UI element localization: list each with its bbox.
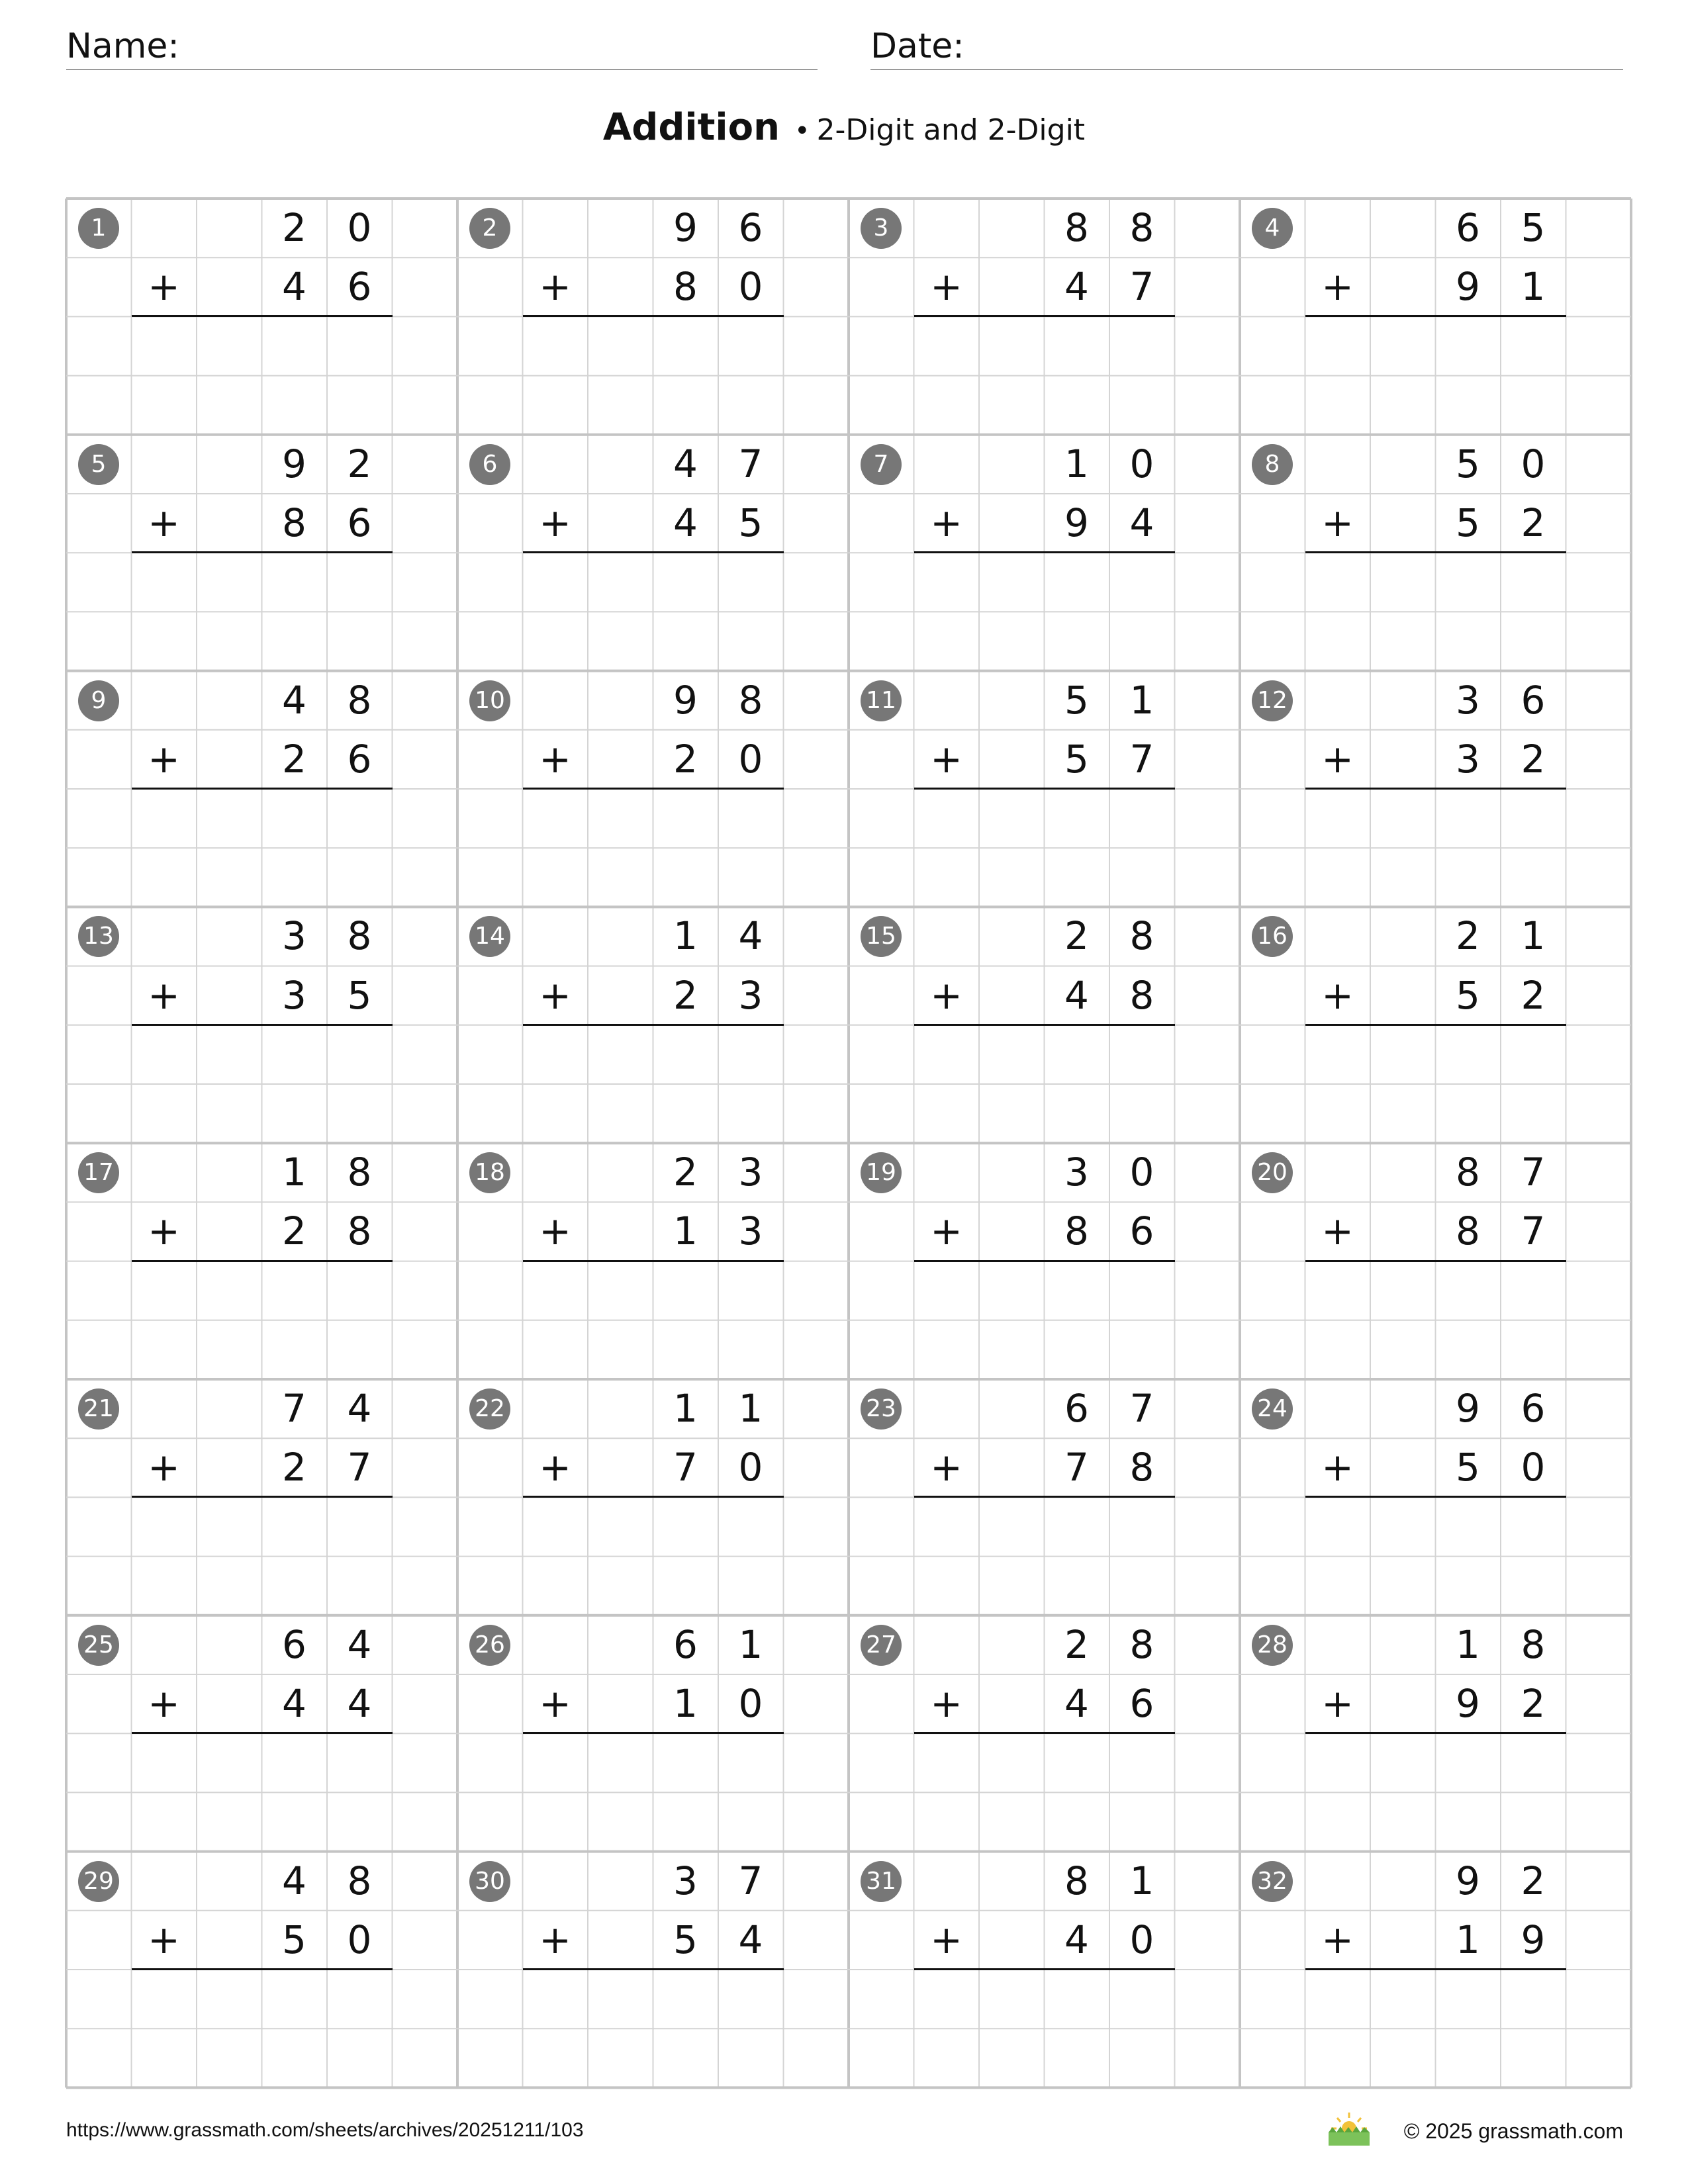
addend-top-ones-digit: 8 <box>347 1150 372 1195</box>
addend-bottom-ones-digit: 7 <box>347 1445 372 1490</box>
answer-cell[interactable] <box>1109 1497 1175 1556</box>
problem-number-badge: 30 <box>469 1861 510 1902</box>
addend-bottom-tens-digit: 5 <box>1064 736 1089 782</box>
addend-top-tens-digit: 8 <box>1456 1150 1480 1195</box>
answer-cell[interactable] <box>653 1497 719 1556</box>
answer-cell[interactable] <box>262 1733 328 1792</box>
addend-bottom-ones-digit: 3 <box>738 972 763 1018</box>
addend-top-tens-digit: 7 <box>282 1386 306 1431</box>
problem-number-badge: 9 <box>78 680 119 721</box>
answer-cell[interactable] <box>327 789 393 848</box>
addend-bottom-ones-digit: 8 <box>1129 972 1154 1018</box>
addend-top-tens-digit: 2 <box>1064 913 1089 959</box>
answer-cell[interactable] <box>1045 553 1110 612</box>
addend-bottom-ones-digit: 7 <box>1521 1208 1546 1254</box>
addend-top-tens-digit: 6 <box>673 1621 698 1667</box>
answer-cell[interactable] <box>588 316 653 375</box>
answer-cell[interactable] <box>1109 316 1175 375</box>
answer-cell[interactable] <box>327 1261 393 1320</box>
answer-cell[interactable] <box>1045 1970 1110 2028</box>
addend-top-ones-digit: 2 <box>347 441 372 486</box>
plus-sign: + <box>539 736 571 782</box>
problem-number-badge: 2 <box>469 208 510 249</box>
addend-bottom-tens-digit: 4 <box>1064 972 1089 1018</box>
plus-sign: + <box>1321 1681 1354 1726</box>
addend-bottom-ones-digit: 2 <box>1521 972 1546 1018</box>
answer-cell[interactable] <box>588 789 653 848</box>
problem-number-badge: 7 <box>861 444 902 485</box>
problem-number-badge: 23 <box>861 1388 902 1430</box>
addend-bottom-tens-digit: 4 <box>673 500 698 545</box>
addend-top-ones-digit: 0 <box>1521 441 1546 486</box>
addend-bottom-ones-digit: 4 <box>1129 500 1154 545</box>
addend-top-ones-digit: 0 <box>347 205 372 250</box>
answer-cell[interactable] <box>588 553 653 612</box>
answer-cell[interactable] <box>1501 1497 1566 1556</box>
answer-cell[interactable] <box>1501 553 1566 612</box>
plus-sign: + <box>148 1681 180 1726</box>
answer-cell[interactable] <box>588 1970 653 2028</box>
answer-cell[interactable] <box>588 1261 653 1320</box>
addend-top-tens-digit: 2 <box>1064 1621 1089 1667</box>
problem-number-badge: 21 <box>78 1388 119 1430</box>
problem-number-badge: 28 <box>1252 1625 1293 1666</box>
plus-sign: + <box>1321 1208 1354 1254</box>
addend-top-tens-digit: 3 <box>282 913 306 959</box>
addend-top-ones-digit: 4 <box>347 1386 372 1431</box>
addend-top-tens-digit: 9 <box>673 205 698 250</box>
answer-cell[interactable] <box>327 553 393 612</box>
addend-top-tens-digit: 9 <box>673 677 698 723</box>
addend-bottom-ones-digit: 1 <box>1521 264 1546 310</box>
plus-sign: + <box>1321 264 1354 310</box>
footer-copyright: © 2025 grassmath.com <box>1403 2119 1623 2143</box>
answer-cell[interactable] <box>1436 553 1501 612</box>
problem-number-badge: 14 <box>469 916 510 957</box>
answer-cell[interactable] <box>1109 1733 1175 1792</box>
answer-cell[interactable] <box>327 1733 393 1792</box>
addend-bottom-ones-digit: 0 <box>347 1917 372 1962</box>
answer-cell[interactable] <box>1501 789 1566 848</box>
answer-cell[interactable] <box>327 316 393 375</box>
answer-cell[interactable] <box>197 316 262 375</box>
answer-cell[interactable] <box>1436 1970 1501 2028</box>
problem-number-badge: 13 <box>78 916 119 957</box>
addend-top-ones-digit: 5 <box>1521 205 1546 250</box>
answer-cell[interactable] <box>262 1261 328 1320</box>
addend-top-tens-digit: 4 <box>673 441 698 486</box>
addend-bottom-tens-digit: 1 <box>673 1681 698 1726</box>
grass-sun-logo-icon <box>1326 2110 1372 2147</box>
footer-url: https://www.grassmath.com/sheets/archives/20251211/103 <box>66 2119 584 2141</box>
addend-top-ones-digit: 0 <box>1129 1150 1154 1195</box>
addend-bottom-tens-digit: 4 <box>282 264 306 310</box>
answer-cell[interactable] <box>1370 316 1436 375</box>
addend-top-ones-digit: 8 <box>1129 1621 1154 1667</box>
answer-cell[interactable] <box>718 1261 784 1320</box>
plus-sign: + <box>148 972 180 1018</box>
answer-cell[interactable] <box>262 1970 328 2028</box>
answer-cell[interactable] <box>1436 1025 1501 1084</box>
answer-cell[interactable] <box>197 1025 262 1084</box>
addend-top-ones-digit: 6 <box>738 205 763 250</box>
addend-bottom-tens-digit: 8 <box>1456 1208 1480 1254</box>
addend-bottom-ones-digit: 7 <box>1129 736 1154 782</box>
addend-top-tens-digit: 3 <box>1064 1150 1089 1195</box>
answer-cell[interactable] <box>1045 1733 1110 1792</box>
answer-cell[interactable] <box>1045 316 1110 375</box>
addend-bottom-tens-digit: 9 <box>1064 500 1089 545</box>
addend-top-ones-digit: 8 <box>738 677 763 723</box>
addend-top-ones-digit: 6 <box>1521 677 1546 723</box>
date-label: Date: <box>870 26 964 66</box>
addend-top-tens-digit: 6 <box>1064 1386 1089 1431</box>
addend-bottom-tens-digit: 4 <box>282 1681 306 1726</box>
plus-sign: + <box>539 1445 571 1490</box>
answer-cell[interactable] <box>979 1025 1045 1084</box>
answer-cell[interactable] <box>1045 1025 1110 1084</box>
addend-bottom-ones-digit: 4 <box>347 1681 372 1726</box>
addend-top-ones-digit: 1 <box>1521 913 1546 959</box>
addend-bottom-tens-digit: 5 <box>282 1917 306 1962</box>
addend-top-ones-digit: 7 <box>1129 1386 1154 1431</box>
plus-sign: + <box>1321 1917 1354 1962</box>
answer-cell[interactable] <box>1370 553 1436 612</box>
problem-number-badge: 8 <box>1252 444 1293 485</box>
problem-number-badge: 11 <box>861 680 902 721</box>
addend-bottom-tens-digit: 3 <box>1456 736 1480 782</box>
addend-bottom-tens-digit: 9 <box>1456 264 1480 310</box>
addend-top-tens-digit: 1 <box>1064 441 1089 486</box>
addend-top-ones-digit: 0 <box>1129 441 1154 486</box>
answer-cell[interactable] <box>718 1970 784 2028</box>
problem-number-badge: 27 <box>861 1625 902 1666</box>
problem-number-badge: 1 <box>78 208 119 249</box>
plus-sign: + <box>148 500 180 545</box>
answer-cell[interactable] <box>1370 1025 1436 1084</box>
addend-bottom-ones-digit: 0 <box>738 1445 763 1490</box>
plus-sign: + <box>148 264 180 310</box>
plus-sign: + <box>930 500 962 545</box>
addend-bottom-ones-digit: 2 <box>1521 736 1546 782</box>
problem-number-badge: 24 <box>1252 1388 1293 1430</box>
addend-top-tens-digit: 1 <box>282 1150 306 1195</box>
answer-cell[interactable] <box>262 553 328 612</box>
answer-cell[interactable] <box>1501 1970 1566 2028</box>
answer-cell[interactable] <box>197 1261 262 1320</box>
answer-cell[interactable] <box>653 1970 719 2028</box>
plus-sign: + <box>539 1917 571 1962</box>
addend-bottom-ones-digit: 3 <box>738 1208 763 1254</box>
problem-number-badge: 19 <box>861 1152 902 1193</box>
plus-sign: + <box>148 736 180 782</box>
answer-cell[interactable] <box>653 553 719 612</box>
addend-top-ones-digit: 4 <box>347 1621 372 1667</box>
answer-cell[interactable] <box>1109 1970 1175 2028</box>
addend-top-ones-digit: 8 <box>347 677 372 723</box>
answer-cell[interactable] <box>1436 316 1501 375</box>
addend-bottom-ones-digit: 8 <box>1129 1445 1154 1490</box>
addend-bottom-tens-digit: 2 <box>282 736 306 782</box>
plus-sign: + <box>930 1917 962 1962</box>
addend-top-ones-digit: 4 <box>738 913 763 959</box>
addend-bottom-tens-digit: 1 <box>673 1208 698 1254</box>
addend-top-tens-digit: 4 <box>282 1858 306 1903</box>
plus-sign: + <box>1321 736 1354 782</box>
plus-sign: + <box>930 1445 962 1490</box>
answer-cell[interactable] <box>718 1497 784 1556</box>
problem-number-badge: 15 <box>861 916 902 957</box>
plus-sign: + <box>930 972 962 1018</box>
answer-cell[interactable] <box>1045 1497 1110 1556</box>
answer-cell[interactable] <box>1045 789 1110 848</box>
answer-cell[interactable] <box>197 1497 262 1556</box>
addend-top-ones-digit: 3 <box>738 1150 763 1195</box>
plus-sign: + <box>930 1208 962 1254</box>
addend-top-tens-digit: 9 <box>1456 1386 1480 1431</box>
problem-number-badge: 29 <box>78 1861 119 1902</box>
answer-cell[interactable] <box>197 789 262 848</box>
answer-cell[interactable] <box>1370 1733 1436 1792</box>
addend-top-tens-digit: 2 <box>282 205 306 250</box>
answer-cell[interactable] <box>979 316 1045 375</box>
answer-cell[interactable] <box>653 1025 719 1084</box>
answer-cell[interactable] <box>653 316 719 375</box>
addend-bottom-ones-digit: 5 <box>738 500 763 545</box>
answer-cell[interactable] <box>979 553 1045 612</box>
answer-cell[interactable] <box>1436 1261 1501 1320</box>
answer-cell[interactable] <box>718 1025 784 1084</box>
addend-bottom-ones-digit: 0 <box>1521 1445 1546 1490</box>
answer-cell[interactable] <box>1501 1025 1566 1084</box>
answer-cell[interactable] <box>588 1025 653 1084</box>
answer-cell[interactable] <box>262 1497 328 1556</box>
answer-cell[interactable] <box>1109 789 1175 848</box>
addend-bottom-tens-digit: 2 <box>282 1208 306 1254</box>
addend-top-tens-digit: 6 <box>1456 205 1480 250</box>
plus-sign: + <box>148 1445 180 1490</box>
answer-cell[interactable] <box>1436 1733 1501 1792</box>
addend-bottom-ones-digit: 6 <box>347 736 372 782</box>
addend-top-tens-digit: 2 <box>1456 913 1480 959</box>
answer-cell[interactable] <box>1501 316 1566 375</box>
answer-cell[interactable] <box>718 316 784 375</box>
plus-sign: + <box>539 972 571 1018</box>
answer-cell[interactable] <box>262 1025 328 1084</box>
problem-number-badge: 16 <box>1252 916 1293 957</box>
addend-top-ones-digit: 8 <box>1521 1621 1546 1667</box>
problem-number-badge: 31 <box>861 1861 902 1902</box>
addend-bottom-ones-digit: 4 <box>738 1917 763 1962</box>
answer-cell[interactable] <box>588 1733 653 1792</box>
answer-cell[interactable] <box>1436 1497 1501 1556</box>
answer-cell[interactable] <box>197 553 262 612</box>
answer-cell[interactable] <box>979 1970 1045 2028</box>
answer-cell[interactable] <box>1370 789 1436 848</box>
answer-cell[interactable] <box>979 1733 1045 1792</box>
addend-top-ones-digit: 8 <box>347 913 372 959</box>
addend-bottom-ones-digit: 0 <box>1129 1917 1154 1962</box>
plus-sign: + <box>1321 500 1354 545</box>
addend-top-tens-digit: 9 <box>282 441 306 486</box>
title-separator: • <box>794 116 810 146</box>
addend-bottom-tens-digit: 5 <box>673 1917 698 1962</box>
answer-cell[interactable] <box>327 1970 393 2028</box>
addend-bottom-ones-digit: 0 <box>738 1681 763 1726</box>
answer-cell[interactable] <box>1109 1025 1175 1084</box>
addend-bottom-tens-digit: 7 <box>1064 1445 1089 1490</box>
answer-cell[interactable] <box>262 316 328 375</box>
addend-bottom-tens-digit: 3 <box>282 972 306 1018</box>
plus-sign: + <box>1321 1445 1354 1490</box>
addend-top-tens-digit: 5 <box>1456 441 1480 486</box>
addend-bottom-tens-digit: 8 <box>673 264 698 310</box>
addend-top-ones-digit: 8 <box>1129 913 1154 959</box>
addend-top-ones-digit: 1 <box>738 1621 763 1667</box>
addend-bottom-ones-digit: 7 <box>1129 264 1154 310</box>
addend-bottom-ones-digit: 9 <box>1521 1917 1546 1962</box>
plus-sign: + <box>539 264 571 310</box>
problem-number-badge: 3 <box>861 208 902 249</box>
addend-top-ones-digit: 7 <box>738 1858 763 1903</box>
answer-cell[interactable] <box>718 1733 784 1792</box>
addend-bottom-tens-digit: 8 <box>1064 1208 1089 1254</box>
addend-bottom-tens-digit: 2 <box>282 1445 306 1490</box>
addend-top-ones-digit: 7 <box>738 441 763 486</box>
title-subtitle: 2-Digit and 2-Digit <box>816 113 1086 147</box>
addend-top-ones-digit: 8 <box>347 1858 372 1903</box>
plus-sign: + <box>930 1681 962 1726</box>
plus-sign: + <box>539 500 571 545</box>
addend-bottom-tens-digit: 2 <box>673 736 698 782</box>
answer-cell[interactable] <box>262 789 328 848</box>
addend-top-ones-digit: 2 <box>1521 1858 1546 1903</box>
problem-number-badge: 22 <box>469 1388 510 1430</box>
answer-cell[interactable] <box>979 1497 1045 1556</box>
problem-number-badge: 6 <box>469 444 510 485</box>
problem-number-badge: 18 <box>469 1152 510 1193</box>
addend-top-tens-digit: 2 <box>673 1150 698 1195</box>
answer-cell[interactable] <box>1370 1261 1436 1320</box>
problem-number-badge: 25 <box>78 1625 119 1666</box>
plus-sign: + <box>930 736 962 782</box>
answer-cell[interactable] <box>588 1497 653 1556</box>
addend-bottom-ones-digit: 6 <box>1129 1208 1154 1254</box>
addend-top-tens-digit: 3 <box>1456 677 1480 723</box>
addend-bottom-tens-digit: 9 <box>1456 1681 1480 1726</box>
addend-top-tens-digit: 1 <box>673 913 698 959</box>
answer-cell[interactable] <box>1109 553 1175 612</box>
addend-top-ones-digit: 1 <box>1129 1858 1154 1903</box>
addend-top-ones-digit: 1 <box>1129 677 1154 723</box>
answer-cell[interactable] <box>653 1733 719 1792</box>
addend-bottom-ones-digit: 0 <box>738 264 763 310</box>
addend-bottom-ones-digit: 6 <box>347 264 372 310</box>
answer-cell[interactable] <box>1370 1497 1436 1556</box>
addend-bottom-tens-digit: 4 <box>1064 264 1089 310</box>
plus-sign: + <box>148 1208 180 1254</box>
answer-cell[interactable] <box>1045 1261 1110 1320</box>
addend-bottom-tens-digit: 5 <box>1456 500 1480 545</box>
addend-top-ones-digit: 6 <box>1521 1386 1546 1431</box>
answer-cell[interactable] <box>197 1733 262 1792</box>
addend-bottom-tens-digit: 1 <box>1456 1917 1480 1962</box>
problem-number-badge: 4 <box>1252 208 1293 249</box>
problem-number-badge: 32 <box>1252 1861 1293 1902</box>
answer-cell[interactable] <box>979 1261 1045 1320</box>
problem-number-badge: 5 <box>78 444 119 485</box>
addend-top-ones-digit: 1 <box>738 1386 763 1431</box>
title-main: Addition <box>602 106 780 149</box>
answer-cell[interactable] <box>327 1497 393 1556</box>
answer-cell[interactable] <box>653 1261 719 1320</box>
answer-cell[interactable] <box>718 789 784 848</box>
plus-sign: + <box>539 1681 571 1726</box>
plus-sign: + <box>1321 972 1354 1018</box>
plus-sign: + <box>539 1208 571 1254</box>
addend-bottom-ones-digit: 0 <box>738 736 763 782</box>
addend-bottom-ones-digit: 8 <box>347 1208 372 1254</box>
answer-cell[interactable] <box>1501 1733 1566 1792</box>
addend-top-tens-digit: 9 <box>1456 1858 1480 1903</box>
problem-number-badge: 12 <box>1252 680 1293 721</box>
addend-top-tens-digit: 3 <box>673 1858 698 1903</box>
problem-number-badge: 20 <box>1252 1152 1293 1193</box>
addend-bottom-tens-digit: 5 <box>1456 1445 1480 1490</box>
addend-bottom-ones-digit: 2 <box>1521 1681 1546 1726</box>
addend-top-tens-digit: 8 <box>1064 205 1089 250</box>
addend-bottom-tens-digit: 5 <box>1456 972 1480 1018</box>
addend-bottom-ones-digit: 5 <box>347 972 372 1018</box>
addend-bottom-ones-digit: 2 <box>1521 500 1546 545</box>
addend-bottom-tens-digit: 2 <box>673 972 698 1018</box>
plus-sign: + <box>930 264 962 310</box>
addend-bottom-tens-digit: 8 <box>282 500 306 545</box>
answer-cell[interactable] <box>1370 1970 1436 2028</box>
addend-top-tens-digit: 8 <box>1064 1858 1089 1903</box>
addend-top-tens-digit: 4 <box>282 677 306 723</box>
addend-bottom-tens-digit: 4 <box>1064 1917 1089 1962</box>
name-label: Name: <box>66 26 179 66</box>
addend-bottom-tens-digit: 7 <box>673 1445 698 1490</box>
addend-bottom-ones-digit: 6 <box>1129 1681 1154 1726</box>
addend-top-tens-digit: 6 <box>282 1621 306 1667</box>
addend-top-tens-digit: 5 <box>1064 677 1089 723</box>
problem-number-badge: 17 <box>78 1152 119 1193</box>
problem-number-badge: 26 <box>469 1625 510 1666</box>
problem-number-badge: 10 <box>469 680 510 721</box>
answer-cell[interactable] <box>653 789 719 848</box>
addend-bottom-tens-digit: 4 <box>1064 1681 1089 1726</box>
addend-top-tens-digit: 1 <box>673 1386 698 1431</box>
plus-sign: + <box>148 1917 180 1962</box>
answer-cell[interactable] <box>1501 1261 1566 1320</box>
answer-cell[interactable] <box>979 789 1045 848</box>
answer-cell[interactable] <box>718 553 784 612</box>
addend-top-ones-digit: 8 <box>1129 205 1154 250</box>
answer-cell[interactable] <box>327 1025 393 1084</box>
addend-top-ones-digit: 7 <box>1521 1150 1546 1195</box>
addend-bottom-ones-digit: 6 <box>347 500 372 545</box>
answer-cell[interactable] <box>1109 1261 1175 1320</box>
answer-cell[interactable] <box>1436 789 1501 848</box>
answer-cell[interactable] <box>197 1970 262 2028</box>
addend-top-tens-digit: 1 <box>1456 1621 1480 1667</box>
